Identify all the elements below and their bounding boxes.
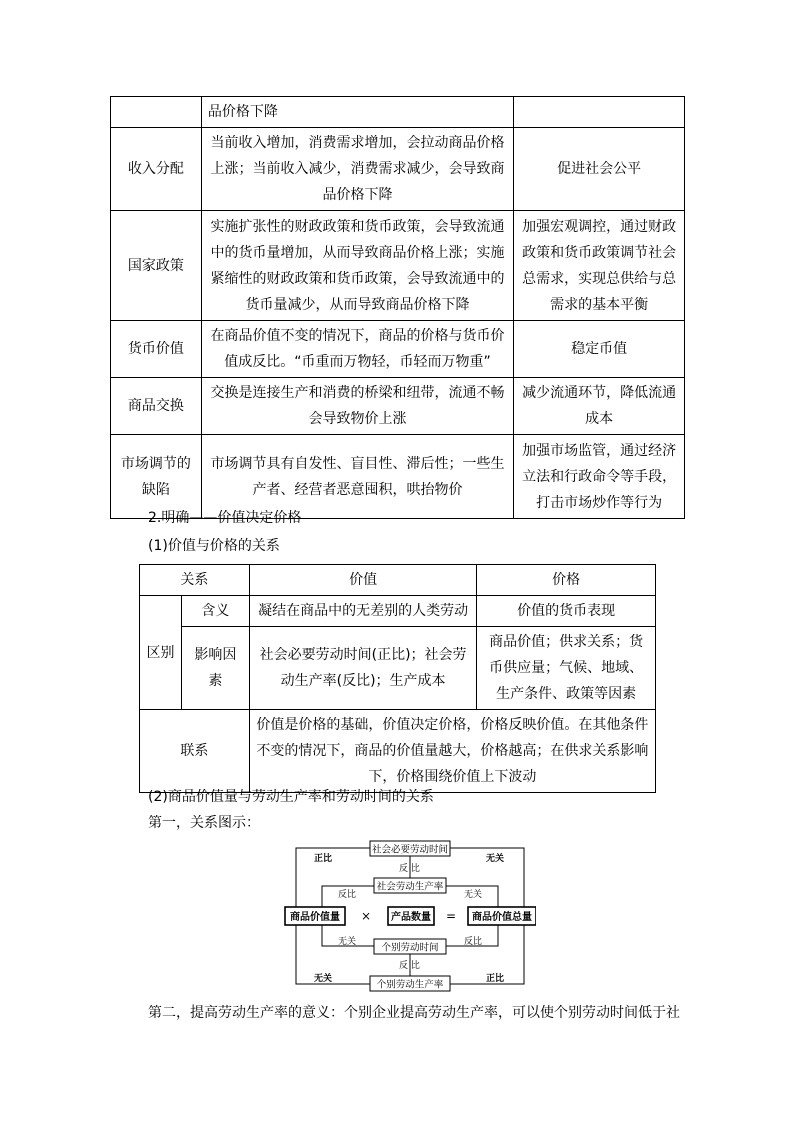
box-total-value — [468, 907, 536, 925]
factors-price: 商品价值；供求关系；货币供应量；气候、地域、生产条件、政策等因素 — [477, 627, 656, 710]
table-row — [111, 97, 685, 128]
label-product-quantity: 产品数量 — [391, 912, 431, 923]
factor-cell: 市场调节的缺陷 — [111, 435, 202, 519]
times-symbol: × — [360, 909, 372, 923]
effect-cell: 品价格下降 — [201, 97, 513, 128]
effect-cell: 当前收入增加，消费需求增加，会拉动商品价格上涨；当前收入减少，消费需求减少，会导致商品价格下降 — [201, 128, 513, 211]
label-individual-productivity: 个别劳动生产率 — [376, 979, 444, 991]
factors-value: 社会必要劳动时间(正比)；社会劳动生产率(反比)；生产成本 — [249, 627, 477, 710]
difference-label: 区别 — [140, 596, 182, 710]
measure-cell — [514, 97, 685, 128]
connection-text: 价值是价格的基础，价值决定价格，价格反映价值。在其他条件不变的情况下，商品的价值量越大，价格越高；在供求关系影响下，价格围绕价值上下波动 — [249, 710, 655, 793]
label-total-value: 商品价值总量 — [472, 912, 532, 923]
table-row — [111, 211, 685, 321]
measure-cell: 减少流通环节，降低流通成本 — [514, 378, 685, 435]
paragraph-second: 第二，提高劳动生产率的意义：个别企业提高劳动生产率，可以使个别劳动时间低于社 — [148, 1005, 680, 1021]
price-factors-table — [110, 96, 685, 519]
label-social-productivity: 社会劳动生产率 — [376, 881, 444, 893]
factor-cell: 国家政策 — [111, 211, 202, 321]
label-unrelated: 无关 — [464, 890, 483, 900]
label-unrelated: 无关 — [486, 854, 505, 864]
box-individual-time — [374, 939, 446, 954]
table-row — [111, 128, 685, 211]
label-proportional: 正比 — [314, 854, 333, 864]
effect-cell: 实施扩张性的财政政策和货币政策，会导致流通中的货币量增加，从而导致商品价格上涨；实施紧缩性的财政政策和货币政策，会导致流通中的货币量减少，从而导致商品价格下降 — [201, 211, 513, 321]
connection-label: 联系 — [140, 710, 250, 793]
label-inverse: 反 比 — [399, 961, 420, 971]
value-price-table — [139, 564, 656, 793]
table-row — [111, 321, 685, 378]
measure-cell: 稳定币值 — [514, 321, 685, 378]
box-individual-productivity — [370, 976, 450, 991]
box-social-productivity — [374, 878, 446, 893]
section-heading: 2.明确——价值决定价格 — [148, 510, 302, 526]
table-row — [140, 710, 656, 793]
header-price: 价格 — [477, 565, 656, 596]
effect-cell: 在商品价值不变的情况下，商品的价格与货币价值成反比。“币重而万物轻，币轻而万物重” — [201, 321, 513, 378]
label-commodity-value: 商品价值量 — [290, 912, 340, 923]
box-product-quantity — [388, 907, 434, 925]
effect-cell: 市场调节具有自发性、盲目性、滞后性；一些生产者、经营者恶意囤积，哄抬物价 — [201, 435, 513, 519]
table-row — [111, 435, 685, 519]
relationship-diagram — [284, 838, 536, 994]
label-social-necessary-time: 社会必要劳动时间 — [371, 844, 449, 856]
measure-cell: 加强宏观调控，通过财政政策和货币政策调节社会总需求，实现总供给与总需求的基本平衡 — [514, 211, 685, 321]
table-row — [111, 378, 685, 435]
meaning-value: 凝结在商品中的无差别的人类劳动 — [249, 596, 477, 627]
box-social-necessary-time — [370, 841, 450, 856]
factors-label: 影响因素 — [181, 627, 249, 710]
subsection-heading: (1)价值与价格的关系 — [148, 538, 280, 554]
label-unrelated: 无关 — [314, 974, 333, 984]
header-value: 价值 — [249, 565, 477, 596]
table-row — [140, 627, 656, 710]
factor-cell: 商品交换 — [111, 378, 202, 435]
label-proportional: 正比 — [486, 974, 505, 984]
measure-cell: 促进社会公平 — [514, 128, 685, 211]
box-commodity-value — [285, 907, 345, 925]
label-inverse: 反 比 — [399, 864, 420, 874]
measure-cell: 加强市场监管，通过经济立法和行政命令等手段，打击市场炒作等行为 — [514, 435, 685, 519]
meaning-price: 价值的货币表现 — [477, 596, 656, 627]
header-relation: 关系 — [140, 565, 250, 596]
subsection-heading-2: (2)商品价值量与劳动生产率和劳动时间的关系 — [148, 789, 434, 805]
table-row — [140, 565, 656, 596]
factor-cell — [111, 97, 202, 128]
label-inverse: 反比 — [338, 890, 357, 900]
label-inverse: 反比 — [464, 937, 483, 947]
factor-cell: 收入分配 — [111, 128, 202, 211]
diagram-intro: 第一，关系图示： — [148, 815, 260, 831]
meaning-label: 含义 — [181, 596, 249, 627]
effect-cell: 交换是连接生产和消费的桥梁和纽带，流通不畅会导致物价上涨 — [201, 378, 513, 435]
label-individual-time: 个别劳动时间 — [381, 942, 439, 954]
label-unrelated: 无关 — [338, 937, 357, 947]
table-row — [140, 596, 656, 627]
equals-symbol: = — [445, 909, 457, 923]
factor-cell: 货币价值 — [111, 321, 202, 378]
